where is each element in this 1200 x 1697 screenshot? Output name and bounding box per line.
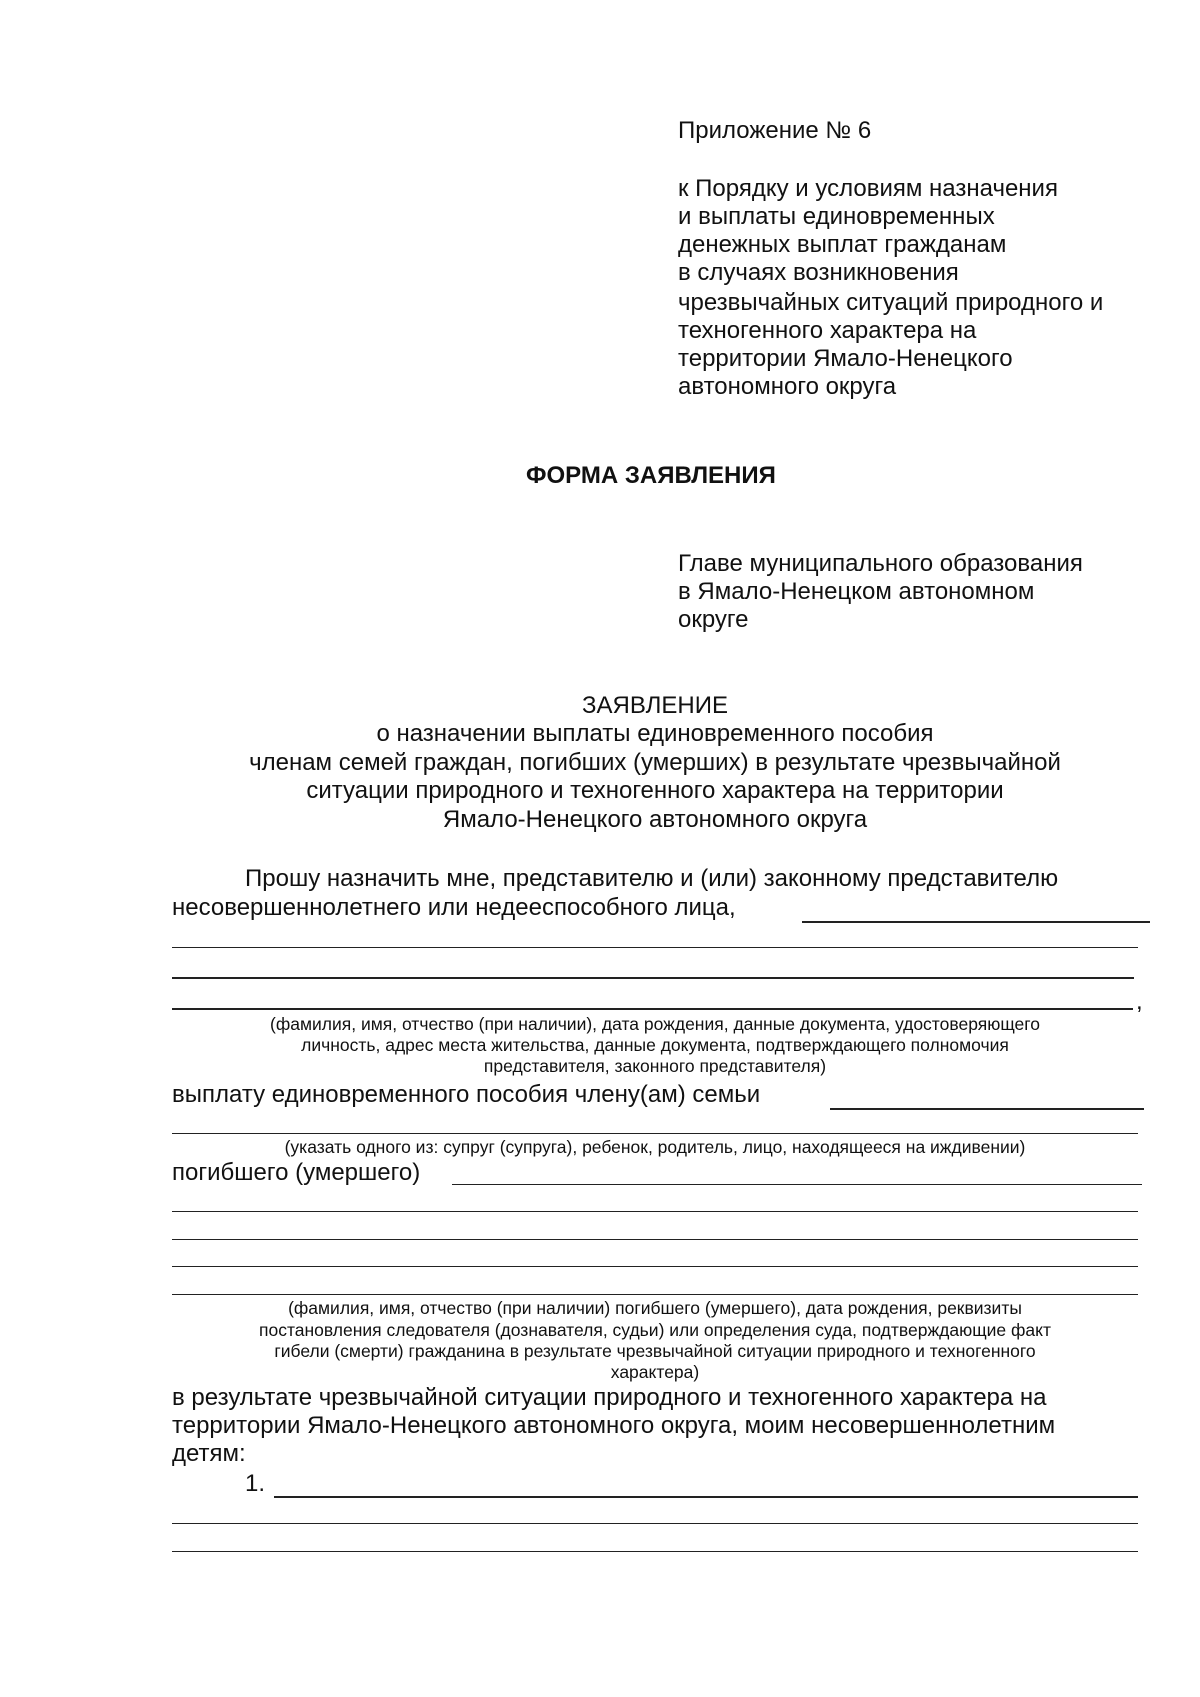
request-line: несовершеннолетнего или недееспособного лица, bbox=[172, 894, 736, 921]
applicant-fill-line[interactable] bbox=[172, 977, 1134, 979]
result-line: территории Ямало-Ненецкого автономного округа, моим несовершеннолетним bbox=[172, 1412, 1056, 1439]
form-title: ФОРМА ЗАЯВЛЕНИЯ bbox=[526, 462, 776, 489]
addressee-line: Главе муниципального образования bbox=[678, 550, 1083, 577]
applicant-fill-line[interactable] bbox=[172, 947, 1138, 948]
payment-line: выплату единовременного пособия члену(ам) семьи bbox=[172, 1081, 761, 1108]
child-number: 1. bbox=[245, 1470, 266, 1497]
appendix-line: чрезвычайных ситуаций природного и bbox=[678, 289, 1104, 316]
hint-applicant: (фамилия, имя, отчество (при наличии), дата рождения, данные документа, удостоверяющего bbox=[270, 1014, 1040, 1034]
statement-subtitle-line: ситуации природного и техногенного характера на территории bbox=[306, 777, 1004, 804]
relation-fill-line[interactable] bbox=[172, 1133, 1138, 1134]
deceased-fill-line[interactable] bbox=[172, 1239, 1138, 1240]
deceased-fill-line[interactable] bbox=[172, 1294, 1138, 1295]
hint-applicant: личность, адрес места жительства, данные документа, подтверждающего полномочия bbox=[301, 1035, 1009, 1055]
appendix-line: в случаях возникновения bbox=[678, 259, 959, 286]
hint-relation: (указать одного из: супруг (супруга), ребенок, родитель, лицо, находящееся на иждивении) bbox=[284, 1137, 1026, 1157]
hint-deceased: гибели (смерти) гражданина в результате чрезвычайной ситуации природного и техногенного bbox=[274, 1341, 1036, 1361]
appendix-line: техногенного характера на bbox=[678, 317, 977, 344]
child-fill-line[interactable] bbox=[172, 1523, 1138, 1524]
appendix-title: Приложение № 6 bbox=[678, 117, 872, 144]
statement-subtitle-line: Ямало-Ненецкого автономного округа bbox=[442, 806, 868, 833]
hint-deceased: (фамилия, имя, отчество (при наличии) погибшего (умершего), дата рождения, реквизиты bbox=[288, 1298, 1022, 1318]
result-line: детям: bbox=[172, 1440, 246, 1467]
request-line: Прошу назначить мне, представителю и (или) законному представителю bbox=[245, 865, 1059, 892]
hint-deceased: постановления следователя (дознавателя, судьи) или определения суда, подтверждающие факт bbox=[258, 1320, 1052, 1340]
statement-subtitle-line: о назначении выплаты единовременного пособия bbox=[376, 720, 934, 747]
deceased-fill-line[interactable] bbox=[172, 1266, 1138, 1267]
appendix-line: территории Ямало-Ненецкого bbox=[678, 345, 1013, 372]
addressee-line: округе bbox=[678, 606, 749, 633]
appendix-line: к Порядку и условиям назначения bbox=[678, 175, 1058, 202]
applicant-fill-line[interactable] bbox=[802, 921, 1150, 923]
appendix-line: денежных выплат гражданам bbox=[678, 231, 1007, 258]
relation-fill-line[interactable] bbox=[830, 1108, 1144, 1110]
trailing-comma: , bbox=[1136, 988, 1143, 1015]
deceased-fill-line[interactable] bbox=[452, 1184, 1142, 1185]
appendix-line: и выплаты единовременных bbox=[678, 203, 995, 230]
hint-applicant: представителя, законного представителя) bbox=[483, 1056, 827, 1076]
applicant-fill-line[interactable] bbox=[172, 1008, 1133, 1010]
appendix-line: автономного округа bbox=[678, 373, 897, 400]
statement-subtitle-line: членам семей граждан, погибших (умерших) в результате чрезвычайной bbox=[249, 749, 1061, 776]
hint-deceased: характера) bbox=[610, 1362, 700, 1382]
addressee-line: в Ямало-Ненецком автономном bbox=[678, 578, 1035, 605]
deceased-label: погибшего (умершего) bbox=[172, 1159, 421, 1186]
result-line: в результате чрезвычайной ситуации природного и техногенного характера на bbox=[172, 1384, 1047, 1411]
child-fill-line[interactable] bbox=[172, 1551, 1138, 1552]
child-fill-line[interactable] bbox=[274, 1496, 1138, 1498]
deceased-fill-line[interactable] bbox=[172, 1211, 1138, 1212]
statement-title: ЗАЯВЛЕНИЕ bbox=[582, 692, 728, 719]
